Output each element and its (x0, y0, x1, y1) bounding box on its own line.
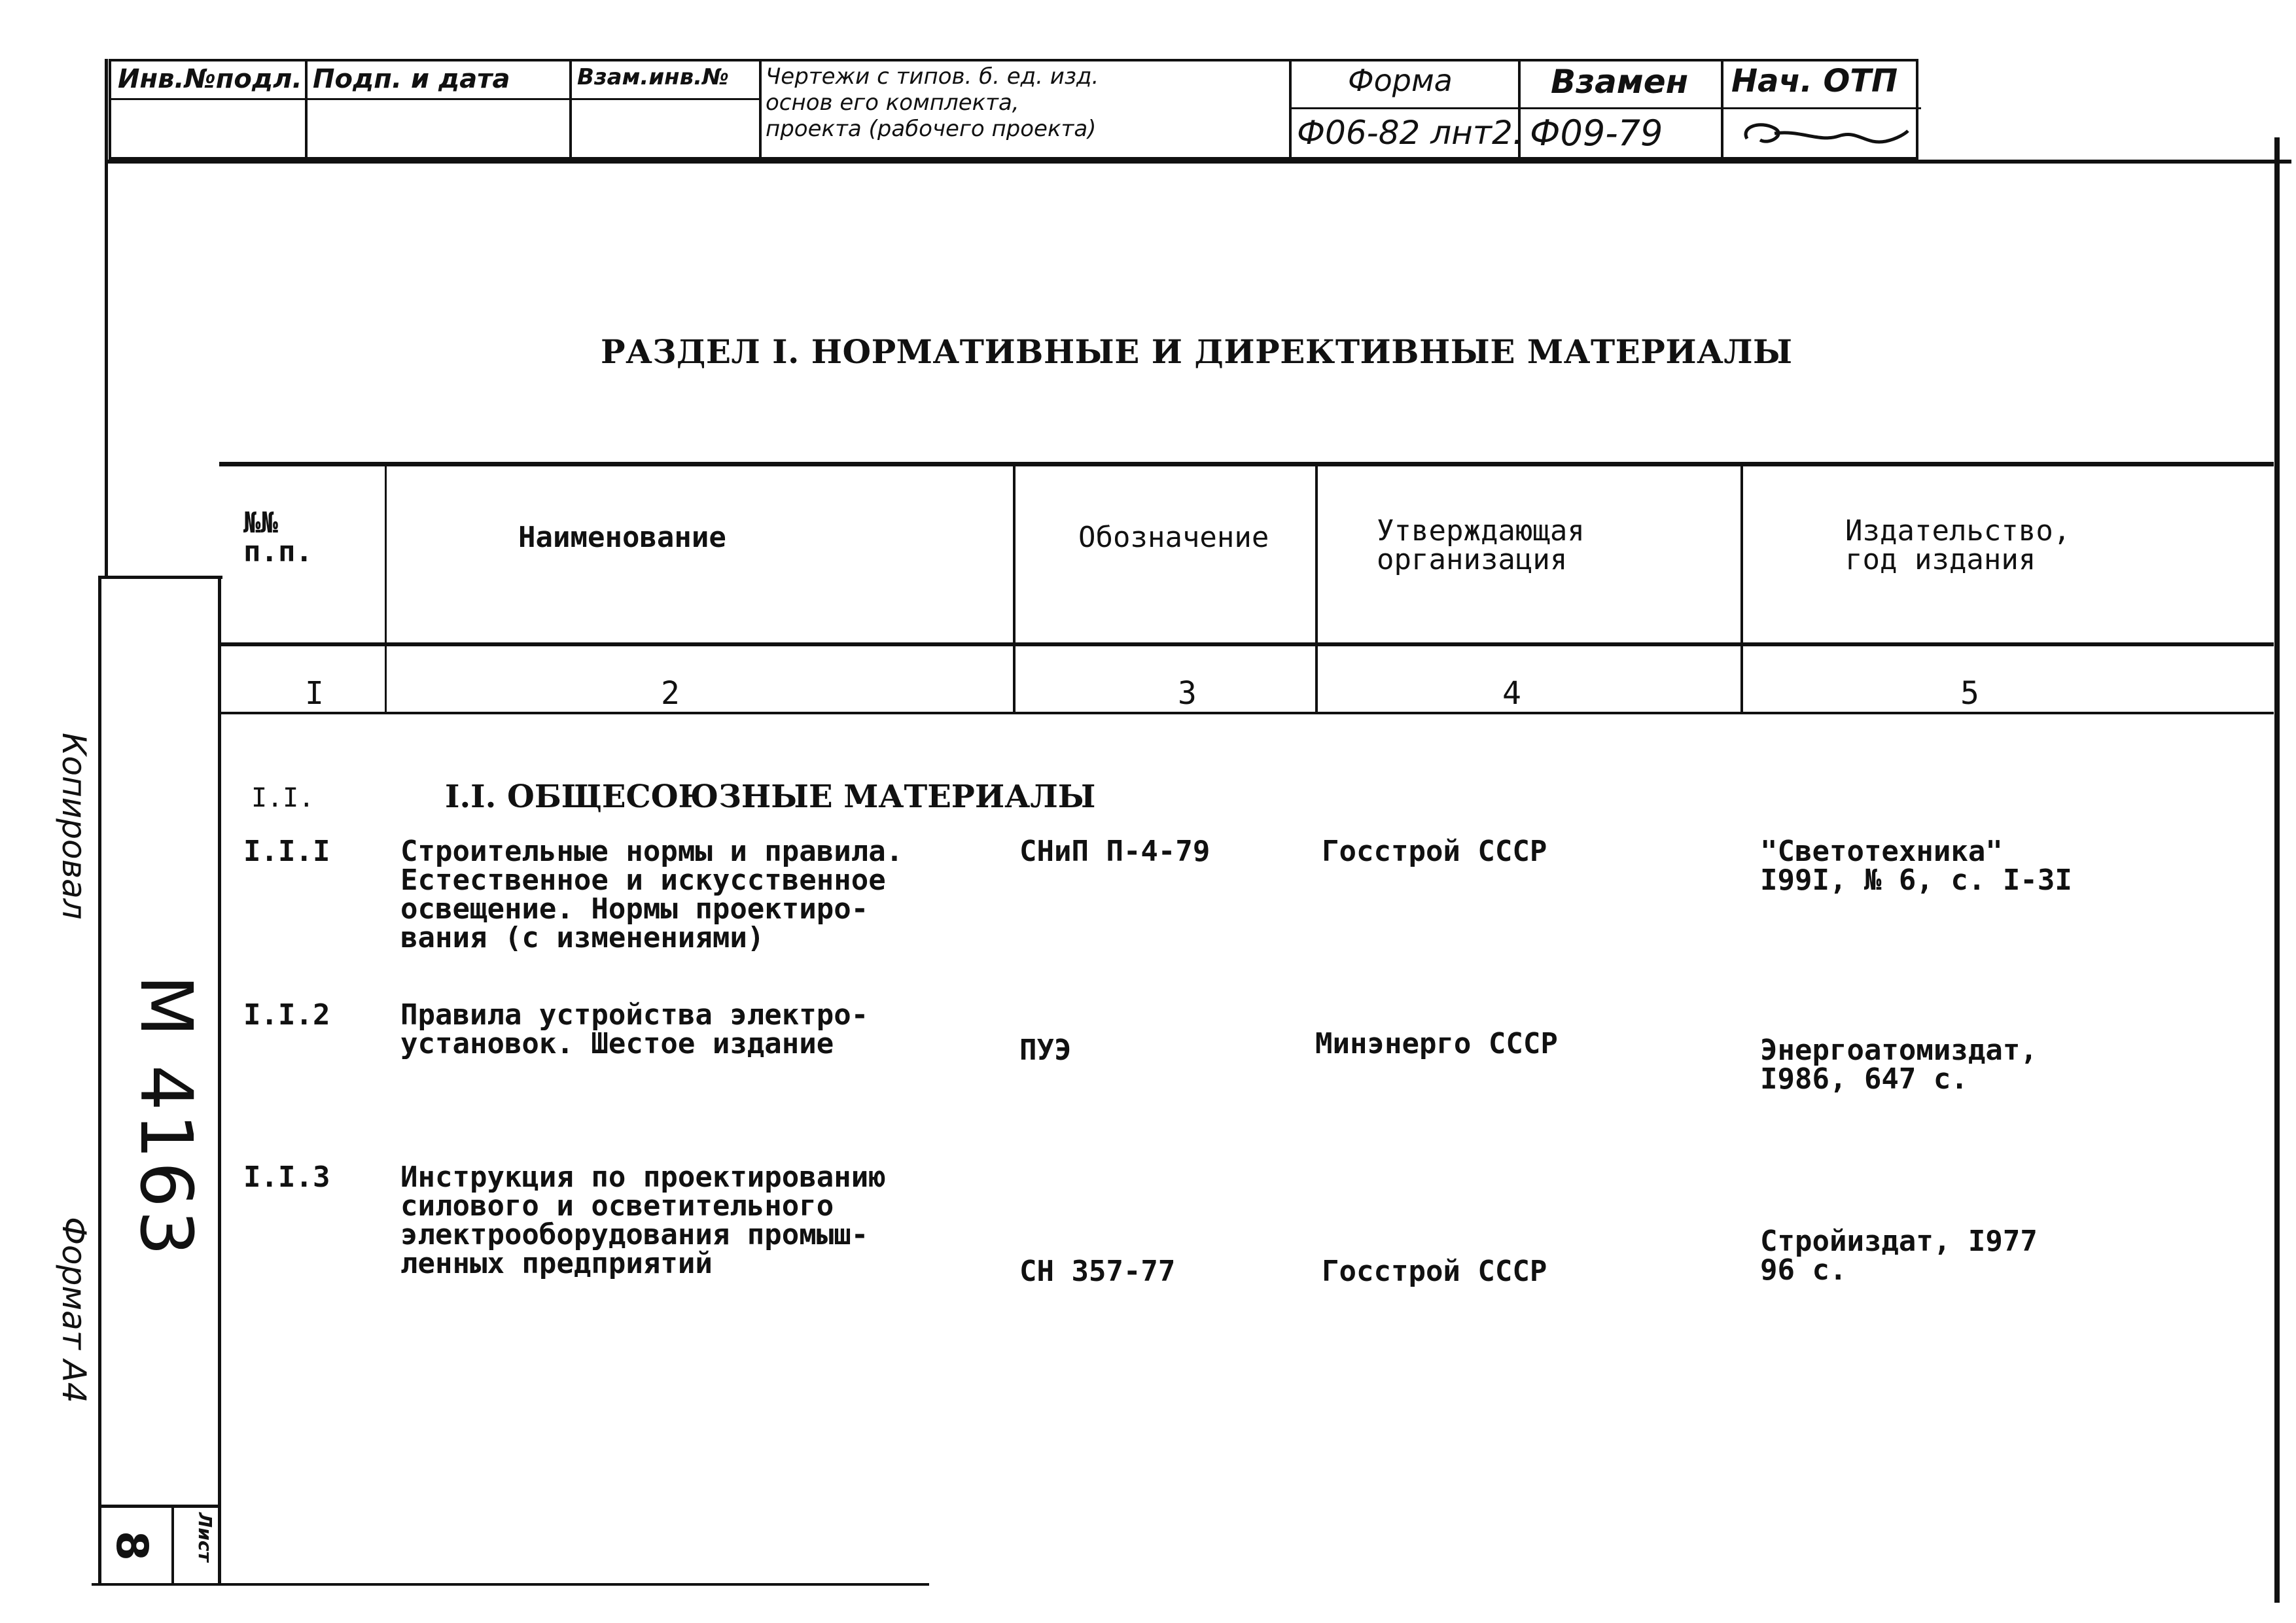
table-colnum-rule (219, 712, 2274, 714)
header-publisher: Издательство, год издания (1845, 514, 2071, 576)
header-org: Утверждающая организация (1377, 514, 1585, 576)
row1-org: Госстрой СССР (1322, 835, 1547, 868)
row1-name: Строительные нормы и правила. Естественное и искусственное освещение. Нормы проектиро- вания (с изменениями) (400, 835, 904, 954)
row2-publisher: Энергоатомиздат, I986, 647 с. (1760, 1034, 2038, 1096)
row2-code: ПУЭ (1019, 1034, 1072, 1067)
row2-org: Минэнерго СССР (1315, 1027, 1558, 1060)
margin-page-split (171, 1505, 174, 1586)
stamp-forma-label: Форма (1348, 63, 1453, 98)
row1-code: СНиП П-4-79 (1019, 835, 1210, 868)
kopiroval-label: Копировал (55, 733, 93, 920)
header-num: №№ п.п. (243, 506, 313, 568)
row3-num: I.I.3 (243, 1161, 330, 1194)
col-divider-2 (1013, 466, 1016, 712)
frame-right-line (2274, 137, 2280, 1603)
row1-publisher: "Светотехника" I99I, № 6, с. I-3I (1760, 835, 2072, 897)
colnum-2: 2 (661, 675, 680, 712)
stamp-forma-value: Ф06-82 лнт2. (1297, 114, 1523, 152)
stamp-vzamen-value: Ф09-79 (1530, 113, 1663, 154)
row1-num: I.I.I (243, 835, 330, 868)
subsection-number: I.I. (251, 783, 315, 813)
stamp-inv-podl: Инв.№подл. (118, 64, 302, 94)
format-label: Формат А4 (55, 1217, 93, 1403)
colnum-1: I (305, 675, 324, 712)
nach-otp-signature (1734, 114, 1911, 157)
stamp-title-line2: основ его комплекта, (766, 92, 1019, 114)
list-label: Лист (194, 1512, 216, 1562)
colnum-4: 4 (1502, 675, 1521, 712)
title-stamp (109, 59, 1918, 160)
colnum-5: 5 (1960, 675, 1979, 712)
stamp-title-line1: Чертежи с типов. б. ед. изд. (766, 65, 1099, 88)
stamp-nach-otp-label: Нач. ОТП (1731, 63, 1898, 99)
table-top-rule (219, 462, 2274, 466)
header-code: Обозначение (1078, 521, 1269, 554)
page-number: 8 (107, 1531, 157, 1561)
frame-bottom-line (92, 1583, 929, 1586)
subsection-title: I.I. ОБЩЕСОЮЗНЫЕ МАТЕРИАЛЫ (445, 778, 1096, 815)
frame-top-line (106, 160, 2291, 164)
col-divider-1 (385, 466, 387, 712)
margin-box-right (218, 576, 221, 1586)
row3-org: Госстрой СССР (1322, 1255, 1547, 1288)
stamp-vzam-inv: Взам.инв.№ (577, 64, 729, 90)
document-code: М 4163 (124, 975, 208, 1259)
row2-name: Правила устройства электро- установок. Шестое издание (400, 998, 869, 1060)
stamp-vzamen-label: Взамен (1551, 63, 1689, 101)
margin-box-left (98, 576, 101, 1586)
header-name: Наименование (518, 521, 726, 554)
stamp-title-line3: проекта (рабочего проекта) (766, 118, 1097, 140)
table-header-rule (219, 642, 2274, 646)
col-divider-3 (1315, 466, 1318, 712)
row3-name: Инструкция по проектированию силового и осветительного электрооборудования промыш- ленных предприятий (400, 1161, 886, 1280)
col-divider-4 (1740, 466, 1743, 712)
frame-left-upper (105, 59, 108, 576)
margin-page-divider (98, 1505, 221, 1508)
colnum-3: 3 (1178, 675, 1197, 712)
row2-num: I.I.2 (243, 998, 330, 1032)
stamp-podp-data: Подп. и дата (313, 64, 510, 94)
row3-code: СН 357-77 (1019, 1255, 1176, 1288)
row3-publisher: Стройиздат, I977 96 с. (1760, 1225, 2038, 1287)
margin-box-top (98, 576, 222, 579)
section-title: РАЗДЕЛ I. НОРМАТИВНЫЕ И ДИРЕКТИВНЫЕ МАТЕРИАЛЫ (601, 332, 1793, 371)
